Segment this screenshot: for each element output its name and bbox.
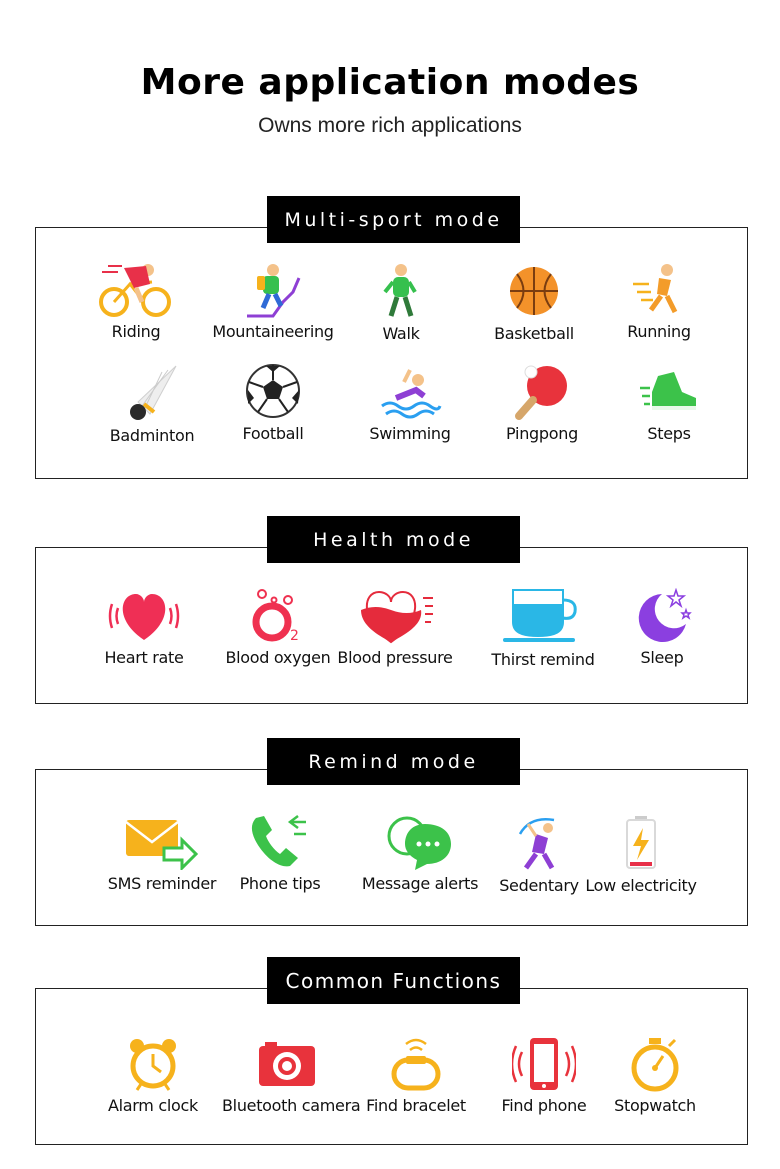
function-item-bluetooth-camera[interactable] bbox=[222, 1036, 361, 1115]
remind-item-phone[interactable] bbox=[215, 814, 345, 893]
sneaker-icon bbox=[638, 362, 700, 420]
cup-icon bbox=[503, 588, 583, 646]
svg-text:2: 2 bbox=[290, 628, 299, 644]
function-item-stopwatch[interactable] bbox=[590, 1036, 720, 1115]
remind-item-sms[interactable] bbox=[97, 814, 227, 893]
remind-label: Low electricity bbox=[585, 876, 697, 895]
stretching-person-icon bbox=[514, 814, 564, 872]
soccer-ball-icon bbox=[244, 362, 302, 420]
moon-stars-icon bbox=[632, 588, 692, 644]
page-subtitle: Owns more rich applications bbox=[258, 114, 522, 137]
sport-item-basketball[interactable] bbox=[469, 262, 599, 343]
page-title: More application modes bbox=[140, 62, 640, 103]
envelope-arrow-icon bbox=[124, 814, 200, 870]
function-item-alarm-clock[interactable] bbox=[88, 1036, 218, 1115]
function-label: Find bracelet bbox=[366, 1096, 466, 1115]
remind-label: Message alerts bbox=[361, 874, 479, 893]
phone-incoming-icon bbox=[248, 814, 312, 870]
sport-label: Walk bbox=[382, 324, 420, 343]
sport-item-badminton[interactable] bbox=[87, 362, 217, 445]
cyclist-icon bbox=[98, 262, 174, 318]
walker-icon bbox=[379, 262, 423, 320]
vibrating-phone-icon bbox=[512, 1036, 576, 1092]
basketball-icon bbox=[506, 262, 562, 320]
health-item-blood-oxygen[interactable] bbox=[213, 588, 343, 667]
function-label: Find phone bbox=[501, 1096, 587, 1115]
function-label: Alarm clock bbox=[108, 1096, 198, 1115]
multi-sport-tag: Multi-sport mode bbox=[267, 196, 520, 243]
remind-item-message[interactable] bbox=[355, 814, 485, 893]
function-label: Bluetooth camera bbox=[222, 1096, 361, 1115]
blood-pressure-heart-icon bbox=[355, 588, 435, 644]
sport-item-walk[interactable] bbox=[336, 262, 466, 343]
health-label: Blood pressure bbox=[337, 648, 453, 667]
sport-item-running[interactable] bbox=[594, 262, 724, 341]
function-item-find-bracelet[interactable] bbox=[351, 1036, 481, 1115]
sport-label: Badminton bbox=[109, 426, 195, 445]
sport-label: Running bbox=[627, 322, 691, 341]
remind-label: Phone tips bbox=[239, 874, 321, 893]
health-label: Sleep bbox=[640, 648, 684, 667]
health-label: Blood oxygen bbox=[225, 648, 331, 667]
alarm-clock-icon bbox=[125, 1036, 181, 1092]
remind-label: Sedentary bbox=[499, 876, 579, 895]
health-item-sleep[interactable] bbox=[597, 588, 727, 667]
climber-icon bbox=[243, 262, 303, 318]
remind-label: SMS reminder bbox=[107, 874, 217, 893]
shuttlecock-icon bbox=[124, 362, 180, 422]
health-tag: Health mode bbox=[267, 516, 520, 563]
runner-icon bbox=[629, 262, 689, 318]
sport-label: Swimming bbox=[369, 424, 451, 443]
health-label: Heart rate bbox=[104, 648, 184, 667]
heart-icon bbox=[104, 588, 184, 644]
sport-item-mountaineering[interactable] bbox=[208, 262, 338, 341]
stopwatch-icon bbox=[627, 1036, 683, 1092]
sport-item-pingpong[interactable] bbox=[477, 362, 607, 443]
health-item-thirst-remind[interactable] bbox=[478, 588, 608, 669]
common-functions-tag: Common Functions bbox=[267, 957, 520, 1004]
sport-item-football[interactable] bbox=[208, 362, 338, 443]
remind-tag: Remind mode bbox=[267, 738, 520, 785]
sport-label: Riding bbox=[111, 322, 161, 341]
sport-item-steps[interactable] bbox=[604, 362, 734, 443]
remind-item-low-electricity[interactable] bbox=[576, 814, 706, 895]
health-label: Thirst remind bbox=[491, 650, 595, 669]
sport-label: Mountaineering bbox=[212, 322, 334, 341]
sport-label: Football bbox=[242, 424, 304, 443]
sport-label: Pingpong bbox=[506, 424, 578, 443]
chat-bubbles-icon bbox=[385, 814, 455, 870]
function-label: Stopwatch bbox=[614, 1096, 696, 1115]
oxygen-icon bbox=[250, 588, 306, 644]
sport-label: Steps bbox=[647, 424, 691, 443]
low-battery-icon bbox=[621, 814, 661, 872]
sport-item-riding[interactable] bbox=[71, 262, 201, 341]
swimmer-icon bbox=[378, 362, 442, 420]
pingpong-paddle-icon bbox=[513, 362, 571, 420]
sport-item-swimming[interactable] bbox=[345, 362, 475, 443]
sport-label: Basketball bbox=[494, 324, 574, 343]
camera-icon bbox=[257, 1036, 317, 1092]
bracelet-icon bbox=[388, 1036, 444, 1092]
health-item-heart-rate[interactable] bbox=[79, 588, 209, 667]
health-item-blood-pressure[interactable] bbox=[330, 588, 460, 667]
